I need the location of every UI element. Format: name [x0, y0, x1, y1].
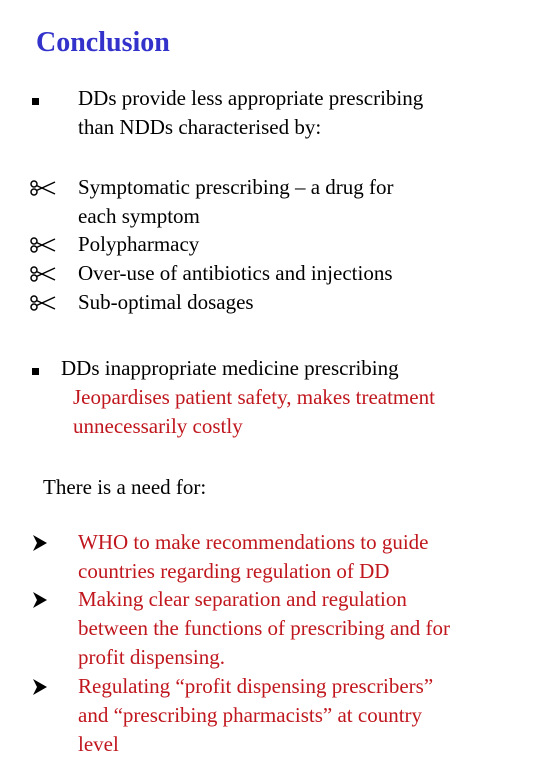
impact-line-1: DDs inappropriate medicine prescribing — [61, 356, 399, 380]
characteristic-1-line-2: each symptom — [78, 204, 200, 228]
impact-line-2: Jeopardises patient safety, makes treatment — [73, 385, 435, 409]
need-2-line-3: profit dispensing. — [78, 645, 225, 669]
intro-line-1: DDs provide less appropriate prescribing — [78, 86, 424, 110]
characteristic-2: Polypharmacy — [78, 232, 200, 256]
need-3-line-2: and “prescribing pharmacists” at country — [78, 703, 423, 727]
need-1-line-2: countries regarding regulation of DD — [78, 559, 390, 583]
arrow-bullet-icon — [33, 535, 47, 551]
characteristic-3: Over-use of antibiotics and injections — [78, 261, 393, 285]
need-1-line-1: WHO to make recommendations to guide — [78, 530, 429, 554]
characteristic-4: Sub-optimal dosages — [78, 290, 254, 314]
intro-line-2: than NDDs characterised by: — [78, 115, 322, 139]
page-title: Conclusion — [36, 27, 170, 58]
need-3-line-3: level — [78, 732, 119, 756]
arrow-bullet-icon — [33, 592, 47, 608]
need-2-line-2: between the functions of prescribing and for — [78, 616, 451, 640]
scissors-icon — [30, 266, 56, 282]
arrow-bullet-icon — [33, 679, 47, 695]
need-3-line-1: Regulating “profit dispensing prescribers” — [78, 674, 434, 698]
characteristic-1-line-1: Symptomatic prescribing – a drug for — [78, 175, 394, 199]
impact-line-3: unnecessarily costly — [73, 414, 243, 438]
square-bullet-icon — [32, 85, 39, 114]
need-2-line-1: Making clear separation and regulation — [78, 587, 407, 611]
scissors-icon — [30, 237, 56, 253]
need-heading: There is a need for: — [43, 475, 207, 499]
scissors-icon — [30, 295, 56, 311]
square-bullet-icon — [32, 355, 39, 384]
scissors-icon — [30, 180, 56, 196]
